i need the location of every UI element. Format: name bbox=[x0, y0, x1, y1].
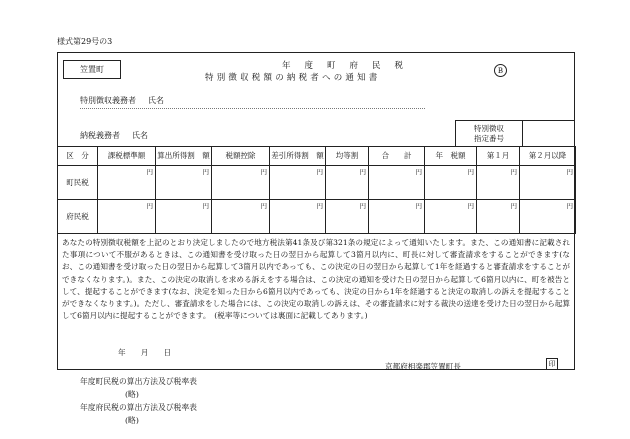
notice-body-text: あなたの特別徴収税額を上記のとおり決定しましたので地方税法第41条及び第321条の規定によって通知いたします。また、この通知書に記載された事項について不服があるときは、この通知書を受け取った日の翌日から起算して3箇月以内に、町長に対して審査請求をすることができます(なお、この通知書を受け取った日の翌日から起算して3箇月以内であっても、この決定の日の翌日から起算して1年を経過すると審査請求をすることができなくなります。)。また、この決定の取消しを求める訴えをする場合は、この決定の通知を受けた日の翌日から起算して6箇月以内に、町を被告として、提起することができます(なお、決定を知った日から6箇月以内であっても、決定の日から1年を経過すると決定の取消しの訴えを提起することができなくなります。)。ただし、審査請求をした場合には、この決定の取消しの訴えは、その審査請求に対する裁決の送達を受けた日の翌日から起算して6箇月以内に提起することができます。 (税率等については裏面に記載してあります。) bbox=[62, 238, 570, 321]
pref-second-month-cell: 円 bbox=[520, 200, 576, 234]
town-calculated-income-cell: 円 bbox=[156, 166, 212, 200]
specified-number-label-2: 指定番号 bbox=[474, 134, 504, 143]
taxpayer-name-label: 氏名 bbox=[132, 131, 148, 140]
header-annual-tax: 年 税額 bbox=[425, 147, 477, 166]
circle-mark: B bbox=[494, 64, 507, 77]
header-total: 合 計 bbox=[369, 147, 425, 166]
pref-net-income-cell: 円 bbox=[270, 200, 326, 234]
pref-total-cell: 円 bbox=[369, 200, 425, 234]
notice-title: 特別徴収税額の納税者への通知書 bbox=[205, 73, 381, 83]
date-line: 年 月 日 bbox=[118, 348, 172, 357]
row-label-prefecture-tax: 府民税 bbox=[58, 200, 98, 234]
header-per-capita-levy: 均等割 bbox=[326, 147, 369, 166]
special-collector-name-label: 氏名 bbox=[148, 96, 164, 105]
table-row bbox=[58, 200, 576, 234]
header-second-month-on: 第２月以降 bbox=[520, 147, 576, 166]
footer-prefecture-title: 年度府民税の算出方法及び税率表 bbox=[80, 403, 197, 412]
taxpayer-label: 納税義務者 bbox=[80, 131, 120, 140]
municipality-box bbox=[63, 60, 121, 79]
town-net-income-cell: 円 bbox=[270, 166, 326, 200]
specified-number-label-1: 特別徴収 bbox=[474, 124, 504, 133]
town-tax-credit-cell: 円 bbox=[212, 166, 270, 200]
pref-first-month-cell: 円 bbox=[477, 200, 520, 234]
dotted-divider bbox=[80, 108, 425, 109]
municipality-name: 笠置町 bbox=[80, 65, 104, 74]
header-calculated-income-levy: 算出所得割 額 bbox=[156, 147, 212, 166]
town-total-cell: 円 bbox=[369, 166, 425, 200]
special-collector-label: 特別徴収義務者 bbox=[80, 96, 136, 105]
specified-number-label-box bbox=[455, 121, 523, 147]
footer-prefecture-note: (略) bbox=[125, 416, 139, 425]
table-row bbox=[58, 166, 576, 200]
town-per-capita-cell: 円 bbox=[326, 166, 369, 200]
footer-town-note: (略) bbox=[125, 390, 139, 399]
town-second-month-cell: 円 bbox=[520, 166, 576, 200]
header-first-month: 第１月 bbox=[477, 147, 520, 166]
notice-title-year: 年度町府民税 bbox=[282, 61, 418, 71]
pref-calculated-income-cell: 円 bbox=[156, 200, 212, 234]
form-number: 様式第29号の3 bbox=[57, 37, 113, 46]
pref-tax-base-cell: 円 bbox=[98, 200, 156, 234]
town-annual-tax-cell: 円 bbox=[425, 166, 477, 200]
header-category: 区 分 bbox=[58, 147, 98, 166]
pref-annual-tax-cell: 円 bbox=[425, 200, 477, 234]
footer-town-title: 年度町民税の算出方法及び税率表 bbox=[80, 377, 197, 386]
header-tax-credit: 税額控除 bbox=[212, 147, 270, 166]
row-label-town-tax: 町民税 bbox=[58, 166, 98, 200]
header-net-income-levy: 差引所得割 額 bbox=[270, 147, 326, 166]
pref-per-capita-cell: 円 bbox=[326, 200, 369, 234]
header-tax-base: 課税標準額 bbox=[98, 147, 156, 166]
pref-tax-credit-cell: 円 bbox=[212, 200, 270, 234]
seal-mark: 印 bbox=[546, 358, 558, 370]
tax-table bbox=[57, 146, 576, 234]
town-first-month-cell: 円 bbox=[477, 166, 520, 200]
taxpayer-field bbox=[80, 130, 148, 141]
mayor-name: 京都府相楽郡笠置町長 bbox=[385, 362, 461, 371]
town-tax-base-cell: 円 bbox=[98, 166, 156, 200]
special-collector-field bbox=[80, 95, 164, 106]
table-header-row bbox=[58, 147, 576, 166]
